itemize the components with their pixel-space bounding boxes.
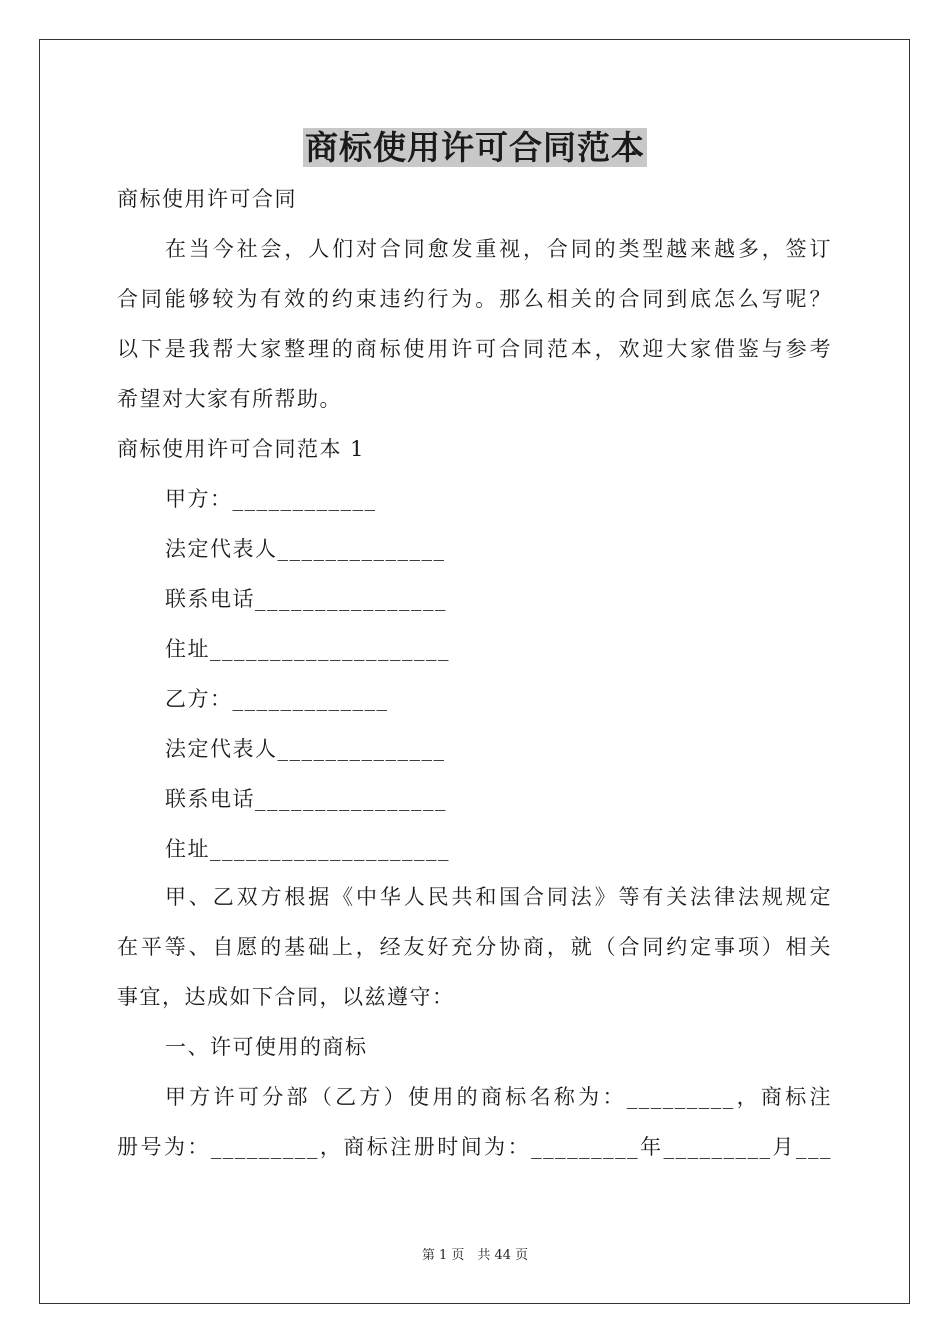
article-one-line-2: 册号为：_________，商标注册时间为：_________年_________月___ [117,1135,832,1159]
intro-line-1: 在当今社会，人们对合同愈发重视，合同的类型越来越多，签订 [165,237,832,261]
agreement-line-1: 甲、乙双方根据《中华人民共和国合同法》等有关法律法规规定 [165,885,832,909]
party-b-phone: 联系电话________________ [165,787,447,811]
party-a-representative: 法定代表人______________ [165,537,446,561]
party-b-representative: 法定代表人______________ [165,737,446,761]
party-a-address: 住址____________________ [165,637,450,661]
party-a-name: 甲方：____________ [165,487,377,511]
party-a-phone: 联系电话________________ [165,587,447,611]
intro-line-3: 以下是我帮大家整理的商标使用许可合同范本，欢迎大家借鉴与参考 [117,337,832,361]
agreement-line-3: 事宜，达成如下合同，以兹遵守： [117,985,455,1009]
document-title [0,124,950,172]
page-border [39,39,910,1304]
page-footer: 第 1 页 共 44 页 [421,1248,529,1263]
article-one-line-1: 甲方许可分部（乙方）使用的商标名称为：_________，商标注 [165,1085,832,1109]
agreement-line-2: 在平等、自愿的基础上，经友好充分协商，就（合同约定事项）相关 [117,935,832,959]
article-one-title: 一、许可使用的商标 [165,1035,368,1059]
party-b-name: 乙方：_____________ [165,687,389,711]
contract-subtitle: 商标使用许可合同 [117,187,297,211]
section-title: 商标使用许可合同范本 1 [117,437,366,461]
party-b-address: 住址____________________ [165,837,450,861]
intro-line-2: 合同能够较为有效的约束违约行为。那么相关的合同到底怎么写呢？ [117,287,832,311]
intro-line-4: 希望对大家有所帮助。 [117,387,342,411]
document-title-text: 商标使用许可合同范本 [305,128,645,167]
